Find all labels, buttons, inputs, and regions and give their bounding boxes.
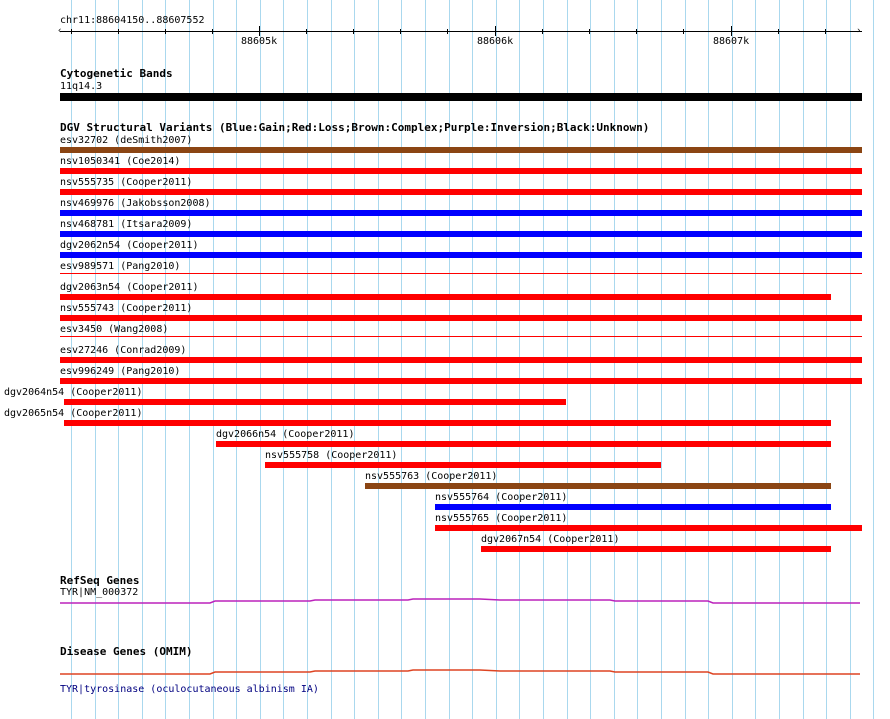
ruler-minor-tick <box>447 29 448 34</box>
ruler-tick <box>259 26 260 36</box>
ruler-line <box>60 31 862 32</box>
ruler-tick-label: 88605k <box>241 36 278 47</box>
dgv-variant-bar[interactable] <box>265 462 661 468</box>
refseq-track-title: RefSeq Genes <box>60 574 140 587</box>
dgv-variant-bar[interactable] <box>435 525 862 531</box>
cytoband-track-title: Cytogenetic Bands <box>60 67 173 80</box>
omim-track-title: Disease Genes (OMIM) <box>60 645 193 658</box>
dgv-variant-label[interactable]: nsv555764 (Cooper2011) <box>435 492 568 503</box>
dgv-variant-bar[interactable] <box>365 483 831 489</box>
ruler-minor-tick <box>683 29 684 34</box>
dgv-variant-label[interactable]: dgv2064n54 (Cooper2011) <box>4 387 143 398</box>
ruler-right-arrow-icon: › <box>856 26 862 36</box>
ruler-minor-tick <box>118 29 119 34</box>
dgv-variant-bar[interactable] <box>60 210 862 216</box>
dgv-variant-bar[interactable] <box>60 189 862 195</box>
dgv-variant-bar[interactable] <box>60 357 862 363</box>
dgv-variant-label[interactable]: esv996249 (Pang2010) <box>60 366 181 377</box>
dgv-variant-label[interactable]: nsv468781 (Itsara2009) <box>60 219 193 230</box>
ruler-minor-tick <box>589 29 590 34</box>
ruler-minor-tick <box>165 29 166 34</box>
ruler-minor-tick <box>306 29 307 34</box>
dgv-variant-label[interactable]: nsv1050341 (Coe2014) <box>60 156 181 167</box>
ruler-minor-tick <box>825 29 826 34</box>
omim-gene-label[interactable]: TYR|tyrosinase (oculocutaneous albinism IA) <box>60 684 319 695</box>
dgv-variant-bar[interactable] <box>60 231 862 237</box>
ruler-left-arrow-icon: ‹ <box>57 26 63 36</box>
ruler-minor-tick <box>400 29 401 34</box>
ruler-minor-tick <box>71 29 72 34</box>
dgv-variant-bar[interactable] <box>60 147 862 153</box>
dgv-variant-bar[interactable] <box>64 399 566 405</box>
dgv-variant-bar[interactable] <box>60 273 862 274</box>
gene-models <box>0 590 890 690</box>
dgv-variant-label[interactable]: dgv2065n54 (Cooper2011) <box>4 408 143 419</box>
refseq-gene-model[interactable] <box>60 599 860 603</box>
dgv-variant-label[interactable]: nsv555763 (Cooper2011) <box>365 471 498 482</box>
dgv-variant-bar[interactable] <box>60 294 831 300</box>
ruler-tick-label: 88606k <box>477 36 514 47</box>
dgv-variant-label[interactable]: nsv555758 (Cooper2011) <box>265 450 398 461</box>
ruler-tick <box>495 26 496 36</box>
dgv-variant-bar[interactable] <box>216 441 831 447</box>
dgv-variant-bar[interactable] <box>60 252 862 258</box>
cytoband-bar[interactable] <box>60 93 862 101</box>
omim-gene-model[interactable] <box>60 670 860 674</box>
dgv-variant-bar[interactable] <box>435 504 831 510</box>
ruler-minor-tick <box>778 29 779 34</box>
dgv-variant-bar[interactable] <box>60 168 862 174</box>
ruler-minor-tick <box>212 29 213 34</box>
dgv-variant-label[interactable]: esv989571 (Pang2010) <box>60 261 181 272</box>
dgv-variant-label[interactable]: nsv555743 (Cooper2011) <box>60 303 193 314</box>
region-label: chr11:88604150..88607552 <box>60 15 205 26</box>
ruler-tick <box>731 26 732 36</box>
dgv-variant-label[interactable]: dgv2062n54 (Cooper2011) <box>60 240 199 251</box>
dgv-variant-label[interactable]: nsv555765 (Cooper2011) <box>435 513 568 524</box>
dgv-variant-label[interactable]: dgv2063n54 (Cooper2011) <box>60 282 199 293</box>
dgv-variant-label[interactable]: nsv469976 (Jakobsson2008) <box>60 198 211 209</box>
dgv-variant-label[interactable]: dgv2067n54 (Cooper2011) <box>481 534 620 545</box>
dgv-variant-label[interactable]: esv27246 (Conrad2009) <box>60 345 187 356</box>
dgv-track-title: DGV Structural Variants (Blue:Gain;Red:Loss;Brown:Complex;Purple:Inversion;Black:Unknown) <box>60 121 650 134</box>
cytoband-label: 11q14.3 <box>60 81 103 92</box>
dgv-variant-label[interactable]: esv32702 (deSmith2007) <box>60 135 193 146</box>
refseq-gene-label[interactable]: TYR|NM_000372 <box>60 587 139 598</box>
ruler-minor-tick <box>542 29 543 34</box>
dgv-variant-label[interactable]: esv3450 (Wang2008) <box>60 324 169 335</box>
dgv-variant-bar[interactable] <box>64 420 831 426</box>
ruler-tick-label: 88607k <box>713 36 750 47</box>
dgv-variant-bar[interactable] <box>60 315 862 321</box>
ruler-minor-tick <box>353 29 354 34</box>
dgv-variant-label[interactable]: nsv555735 (Cooper2011) <box>60 177 193 188</box>
dgv-variant-bar[interactable] <box>60 378 862 384</box>
dgv-variant-bar[interactable] <box>481 546 831 552</box>
dgv-variant-bar[interactable] <box>60 336 862 337</box>
dgv-variant-label[interactable]: dgv2066n54 (Cooper2011) <box>216 429 355 440</box>
ruler-minor-tick <box>636 29 637 34</box>
